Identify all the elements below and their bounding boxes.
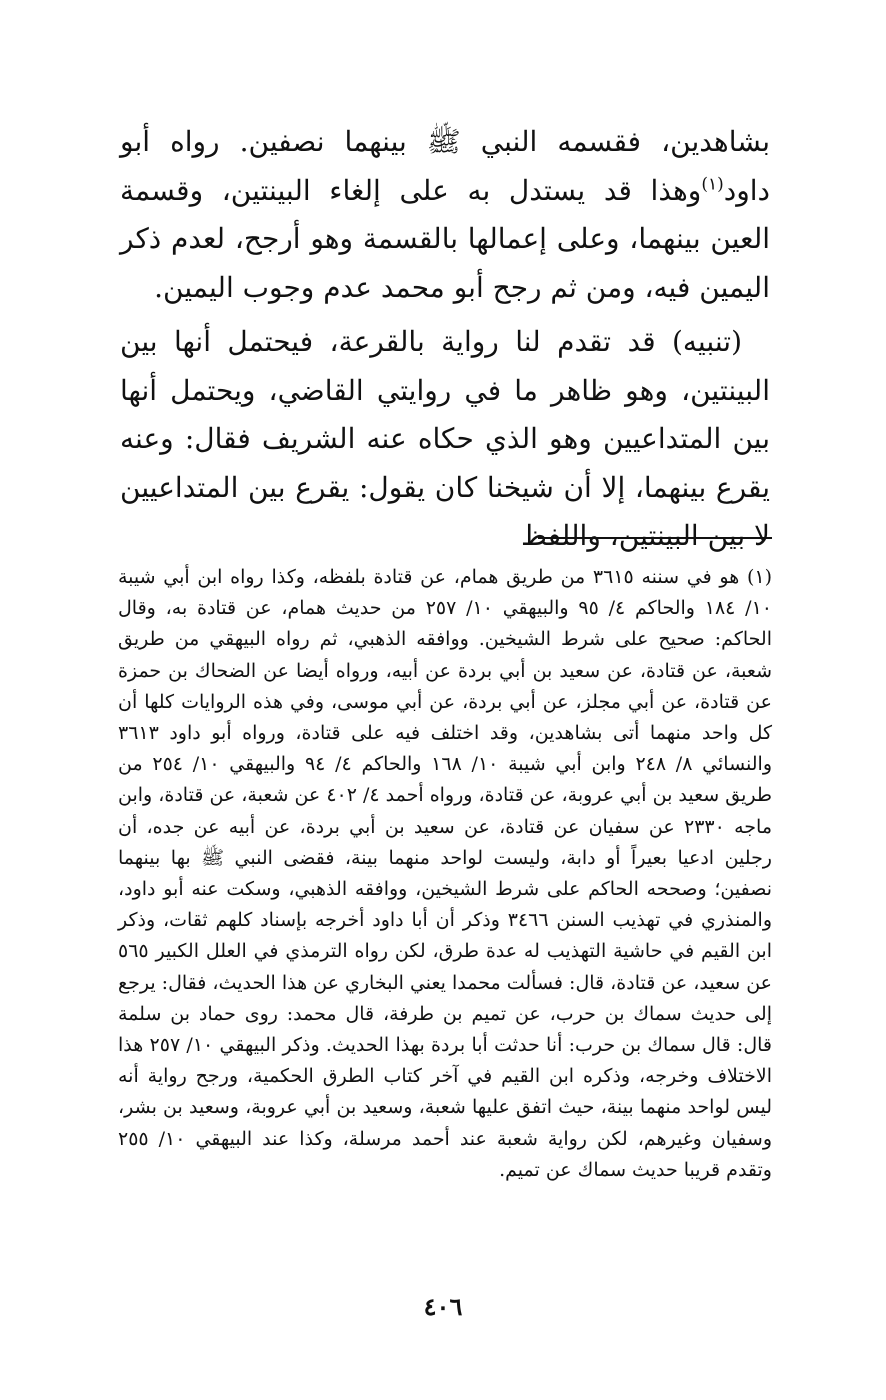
page-number: ٤٠٦: [423, 1292, 463, 1321]
footnote-reference[interactable]: (١): [701, 174, 724, 195]
main-text-block: [120, 118, 770, 561]
main-paragraph-1-part-a: بشاهدين، فقسمه النبي ﷺ بينهما نصفين. رواه أبو داود: [120, 125, 770, 207]
main-paragraph-1: [120, 118, 770, 312]
footnote-separator-line: [538, 537, 772, 539]
main-paragraph-1-part-b: وهذا قد يستدل به على إلغاء البينتين، وقسمة العين بينهما، وعلى إعمالها بالقسمة وهو أرجح، لعدم ذكر اليمين فيه، ومن ثم رجح أبو محمد عدم وجوب اليمين.: [120, 173, 770, 304]
main-paragraph-2: (تنبيه) قد تقدم لنا رواية بالقرعة، فيحتمل أنها بين البينتين، وهو ظاهر ما في روايتي القاضي، ويحتمل أنها بين المتداعيين وهو الذي حكاه عنه الشريف فقال: وعنه يقرع بينهما، إلا أن شيخنا كان يقول: يقرع بين المتداعيين لا بين البينتين، واللفظ: [120, 325, 770, 552]
footnote-block: [118, 562, 772, 1186]
footnote-text: (١) هو في سننه ٣٦١٥ من طريق همام، عن قتادة بلفظه، وكذا رواه ابن أبي شيبة ١٠/ ١٨٤ والحاكم ٤/ ٩٥ والبيهقي ١٠/ ٢٥٧ من حديث همام، عن قتادة به، وقال الحاكم: صحيح على شرط الشيخين. ووافقه الذهبي، ثم رواه البيهقي من طريق شعبة، عن قتادة، عن سعيد بن أبي بردة عن أبيه، ورواه أيضا عن الضحاك بن حمزة عن قتادة، عن أبي مجلز، عن أبي بردة، عن أبي موسى، وفي هذه الروايات كلها أن كل واحد منهما أتى بشاهدين، وقد اختلف فيه على قتادة، ورواه أبو داود ٣٦١٣ والنسائي ٨/ ٢٤٨ وابن أبي شيبة ١٠/ ١٦٨ والحاكم ٤/ ٩٤ والبيهقي ١٠/ ٢٥٤ من طريق سعيد بن أبي عروبة، عن قتادة، ورواه أحمد ٤/ ٤٠٢ عن شعبة، عن قتادة، وابن ماجه ٢٣٣٠ عن سفيان عن قتادة، عن سعيد بن أبي بردة، عن أبيه عن جده، أن رجلين ادعيا بعيراً أو دابة، وليست لواحد منهما بينة، فقضى النبي ﷺ بها بينهما نصفين؛ وصححه الحاكم على شرط الشيخين، ووافقه الذهبي، وسكت عنه أبو داود، والمنذري في تهذيب السنن ٣٤٦٦ وذكر أن أبا داود أخرجه بإسناد كلهم ثقات، وذكر ابن القيم في حاشية التهذيب له عدة طرق، لكن رواه الترمذي في العلل الكبير ٥٦٥ عن سعيد، عن قتادة، قال: فسألت محمدا يعني البخاري عن هذا الحديث، فقال: يرجع إلى حديث سماك بن حرب، عن تميم بن طرفة، قال محمد: روى حماد بن سلمة قال: قال سماك بن حرب: أنا حدثت أبا بردة بهذا الحديث. وذكر البيهقي ١٠/ ٢٥٧ هذا الاختلاف وخرجه، وذكره ابن القيم في آخر كتاب الطرق الحكمية، ورجح رواية أنه ليس لواحد منهما بينة، حيث اتفق عليها شعبة، وسعيد بن أبي عروبة، وسعيد بن بشر، وسفيان وغيرهم، لكن رواية شعبة عند أحمد مرسلة، وكذا عند البيهقي ١٠/ ٢٥٥ وتقدم قريبا حديث سماك عن تميم.: [118, 566, 773, 1181]
